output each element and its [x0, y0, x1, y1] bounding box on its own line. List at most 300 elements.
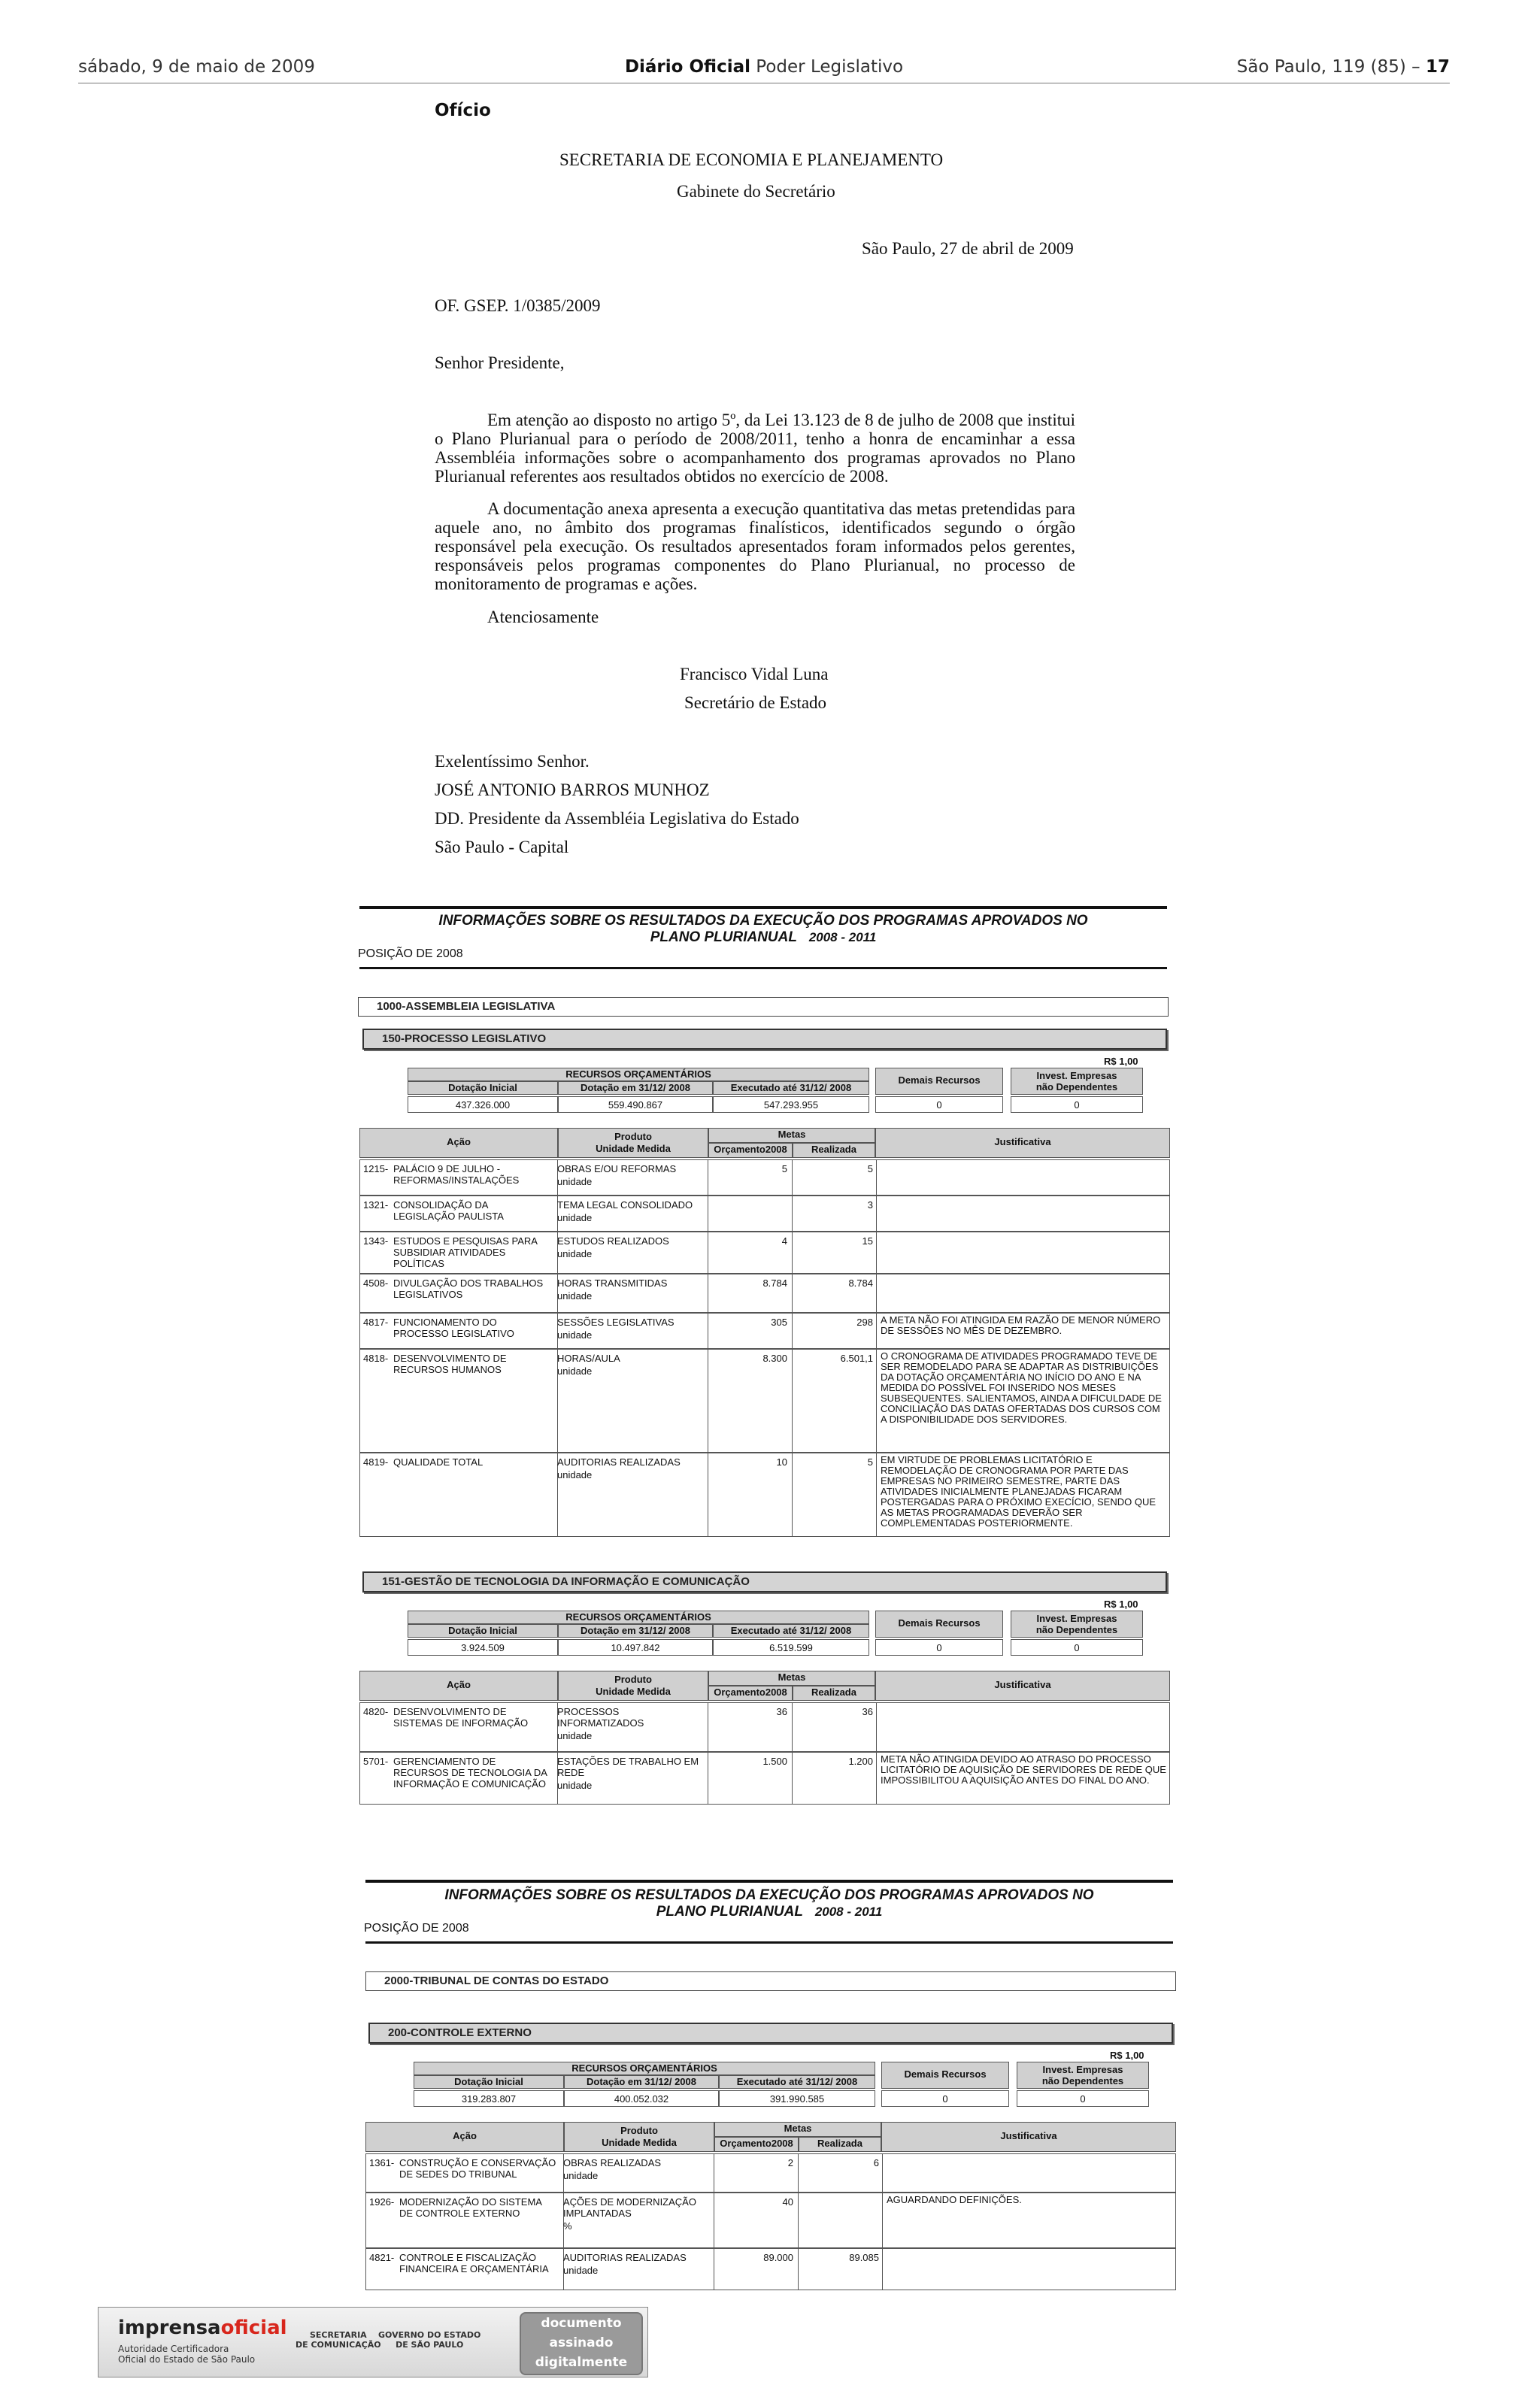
row-divider — [876, 1350, 877, 1452]
action-cell — [363, 1756, 557, 1790]
budget-header-exec — [713, 1081, 869, 1095]
product-name: ESTAÇÕES DE TRABALHO EM REDE — [557, 1756, 699, 1778]
report-2-position — [364, 1922, 469, 1935]
brand-sub-2: Oficial do Estado de São Paulo — [118, 2354, 256, 2365]
budget-table — [359, 1056, 1172, 1123]
product-unit: unidade — [557, 1290, 593, 1302]
row-divider — [876, 1274, 877, 1312]
budget-value-dot-ini — [408, 1096, 558, 1113]
program-code: 200 — [388, 2026, 408, 2039]
letter-office: Gabinete do Secretário — [677, 182, 835, 201]
orcamento-label: Orçamento2008 — [720, 2138, 793, 2149]
justificativa-label: Justificativa — [994, 1136, 1051, 1147]
report-2-title-line-2 — [365, 1904, 1173, 1920]
justificativa-label: Justificativa — [994, 1679, 1051, 1690]
budget-header-recursos — [414, 2062, 875, 2075]
table-row — [359, 1274, 1170, 1313]
invest-label-1: Invest. Empresas — [1036, 1070, 1117, 1081]
budget-header-dot-em — [564, 2075, 719, 2089]
budget-header-demais — [875, 1068, 1003, 1095]
footer-logos — [98, 2307, 648, 2377]
brand-part-a: imprensa — [118, 2317, 221, 2339]
action-code: 1215- — [363, 1163, 389, 1174]
report-1-title-ppa: PLANO PLURIANUAL — [650, 929, 797, 945]
meta-realizada: 6 — [873, 2157, 879, 2168]
budget-header-exec — [719, 2075, 875, 2089]
header-realizada — [799, 2137, 881, 2152]
budget-value-exec — [719, 2090, 875, 2107]
justificativa-label: Justificativa — [1000, 2130, 1057, 2141]
invest-label-2: não Dependentes — [1035, 1624, 1118, 1635]
report-1-org-box: 1000-ASSEMBLEIA LEGISLATIVA — [358, 997, 1169, 1017]
meta-realizada: 1.200 — [848, 1756, 873, 1767]
header-edition — [1237, 57, 1450, 77]
metas-label: Metas — [784, 2123, 812, 2134]
section-title: Ofício — [435, 101, 491, 120]
meta-realizada: 15 — [862, 1235, 873, 1247]
table-row — [359, 1702, 1170, 1752]
row-divider — [882, 2154, 883, 2192]
report-1-position — [358, 947, 463, 961]
product-cell — [557, 1456, 705, 1480]
brand-sub-1: Autoridade Certificadora — [118, 2344, 229, 2354]
report-1-title-years: 2008 - 2011 — [808, 930, 877, 944]
product-unit: unidade — [563, 2265, 599, 2276]
realizada-label: Realizada — [811, 1144, 856, 1155]
letter-signer: Francisco Vidal Luna — [680, 665, 829, 683]
digital-signature-stamp — [520, 2312, 643, 2375]
header-justificativa — [875, 1671, 1170, 1701]
orcamento-label: Orçamento2008 — [714, 1144, 787, 1155]
header-metas — [708, 1128, 875, 1143]
product-unit: unidade — [557, 1329, 593, 1341]
action-code: 1361- — [369, 2157, 395, 2168]
action-name: GERENCIAMENTO DE RECURSOS DE TECNOLOGIA DA INFORMAÇÃO E COMUNICAÇÃO — [393, 1756, 547, 1790]
budget-header-dot-ini — [408, 1081, 558, 1095]
row-divider — [882, 2193, 883, 2247]
budget-invest: 0 — [1080, 2093, 1086, 2105]
action-code: 1343- — [363, 1235, 389, 1247]
product-cell — [557, 1706, 705, 1741]
product-name: AUDITORIAS REALIZADAS — [557, 1456, 681, 1468]
table-row — [365, 2248, 1176, 2290]
action-code: 4818- — [363, 1353, 389, 1364]
meta-orcamento: 40 — [782, 2196, 793, 2208]
product-cell — [557, 1277, 705, 1302]
action-name: DESENVOLVIMENTO DE SISTEMAS DE INFORMAÇÃO — [393, 1706, 529, 1729]
report-1-title-line-2 — [359, 929, 1167, 946]
letter-reference: OF. GSEP. 1/0385/2009 — [435, 296, 601, 315]
product-name: HORAS/AULA — [557, 1353, 620, 1364]
meta-orcamento: 8.784 — [762, 1277, 787, 1289]
letter-paragraph-1-text: Em atenção ao disposto no artigo 5º, da Lei 13.123 de 8 de julho de 2008 que institui o Plano Plurianual para o período de 2008/2011, tenho a honra de encaminhar a essa Assembléia informações sobre o acompanhamento dos programas aprovados no Plano Plurianual referentes aos resultados obtidos no exercício de 2008. — [435, 411, 1075, 486]
report-2-position-label: POSIÇÃO DE — [364, 1922, 439, 1935]
product-cell — [557, 1317, 705, 1341]
header-acao — [359, 1671, 558, 1701]
budget-header-dot-em — [558, 1624, 713, 1638]
header-justificativa — [881, 2122, 1176, 2152]
product-cell — [557, 1163, 705, 1187]
program-name: CONTROLE EXTERNO — [411, 2026, 532, 2039]
table-row — [359, 1313, 1170, 1349]
demais-label: Demais Recursos — [898, 1074, 981, 1086]
budget-value-dot-ini — [408, 1639, 558, 1656]
product-unit: unidade — [557, 1469, 593, 1480]
budget-demais: 0 — [936, 1099, 942, 1111]
budget-header-dot-em — [558, 1081, 713, 1095]
produto-label: Produto — [614, 1131, 652, 1142]
recursos-label: RECURSOS ORÇAMENTÁRIOS — [565, 1068, 711, 1080]
stamp-line-3: digitalmente — [535, 2355, 628, 2370]
justificativa-text: EM VIRTUDE DE PROBLEMAS LICITATÓRIO E REMODELAÇÃO DE CRONOGRAMA POR PARTE DAS EMPRESAS NO PRIMEIRO SEMESTRE, PARTE DAS ATIVIDADES INICIALMENTE PLANEJADAS FICARAM POSTERGADAS PARA O PRÓXIMO EXECÍCIO, SENDO QUE AS METAS PROGRAMADAS DEVERÃO SER COMPLEMENTADAS POSTERIORMENTE. — [881, 1454, 1156, 1529]
dot-em-year: 2008 — [675, 2076, 696, 2087]
meta-realizada: 8.784 — [848, 1277, 873, 1289]
demais-label: Demais Recursos — [904, 2068, 987, 2080]
budget-exec: 391.990.585 — [769, 2093, 825, 2105]
unidade-medida-label: Unidade Medida — [602, 2137, 677, 2148]
budget-header-exec — [713, 1624, 869, 1638]
header-pub-rest: Poder Legislativo — [750, 57, 904, 77]
table-row — [365, 2193, 1176, 2248]
budget-demais: 0 — [942, 2093, 948, 2105]
dot-ini-label: Dotação Inicial — [454, 2076, 523, 2087]
budget-value-invest — [1017, 2090, 1149, 2107]
product-cell — [557, 1756, 705, 1791]
row-divider — [876, 1232, 877, 1273]
budget-exec: 6.519.599 — [769, 1642, 813, 1653]
governo-logo — [378, 2330, 480, 2350]
product-name: TEMA LEGAL CONSOLIDADO — [557, 1199, 693, 1211]
row-divider — [792, 1350, 793, 1452]
header-produto — [564, 2122, 714, 2152]
product-unit: unidade — [557, 1730, 593, 1741]
realizada-label: Realizada — [817, 2138, 862, 2149]
row-divider — [798, 2193, 799, 2247]
report-2-title-ppa: PLANO PLURIANUAL — [656, 1904, 803, 1920]
action-name: QUALIDADE TOTAL — [393, 1456, 484, 1468]
recursos-label: RECURSOS ORÇAMENTÁRIOS — [565, 1611, 711, 1623]
action-code: 4819- — [363, 1456, 389, 1468]
budget-dot-em: 400.052.032 — [614, 2093, 669, 2105]
product-unit: unidade — [557, 1365, 593, 1377]
justificativa-text: AGUARDANDO DEFINIÇÕES. — [887, 2194, 1022, 2205]
meta-orcamento: 5 — [781, 1163, 787, 1174]
acao-label: Ação — [447, 1679, 471, 1690]
row-divider — [876, 1753, 877, 1804]
program-name: PROCESSO LEGISLATIVO — [405, 1032, 547, 1045]
dot-em-year: 2008 — [668, 1625, 690, 1636]
dot-em-label: Dotação em 31/12/ — [587, 2076, 672, 2087]
header-produto — [558, 1671, 708, 1701]
budget-dot-ini: 3.924.509 — [461, 1642, 505, 1653]
header-date: sábado, 9 de maio de 2009 — [78, 57, 315, 77]
metas-label: Metas — [778, 1671, 806, 1683]
letter-addressee-1: Exelentíssimo Senhor. — [435, 752, 590, 771]
report-1-title-line-1: INFORMAÇÕES SOBRE OS RESULTADOS DA EXECUÇÃO DOS PROGRAMAS APROVADOS NO — [438, 913, 1088, 929]
currency-label: R$ 1,00 — [1104, 1056, 1138, 1067]
header-orcamento — [714, 2137, 799, 2152]
budget-header-dot-ini — [414, 2075, 564, 2089]
letter-signer-title: Secretário de Estado — [684, 693, 827, 712]
header-metas — [708, 1671, 875, 1686]
justificativa-text: A META NÃO FOI ATINGIDA EM RAZÃO DE MENOR NÚMERO DE SESSÕES NO MÊS DE DEZEMBRO. — [881, 1314, 1161, 1336]
product-cell — [557, 1235, 705, 1259]
budget-demais: 0 — [936, 1642, 942, 1653]
letter-paragraph-2-text: A documentação anexa apresenta a execução quantitativa das metas pretendidas para aquele ano, no âmbito dos programas finalísticos, identificados segundo o órgão responsável pela execução. Os resultados apresentados foram informados pelos gerentes, responsáveis pelos programas componentes do Plano Plurianual, no processo de monitoramento de programas e ações. — [435, 499, 1075, 593]
meta-orcamento: 89.000 — [763, 2252, 793, 2263]
header-page-number: 17 — [1425, 57, 1450, 77]
imprensa-oficial-logo — [118, 2317, 287, 2339]
header-acao — [365, 2122, 564, 2152]
table-row — [359, 1453, 1170, 1537]
budget-dot-ini: 319.283.807 — [461, 2093, 517, 2105]
exec-year: 2008 — [835, 2076, 858, 2087]
budget-invest: 0 — [1074, 1099, 1080, 1111]
secretaria-logo — [296, 2330, 381, 2350]
brand-subtitle — [118, 2344, 283, 2365]
product-name: PROCESSOS INFORMATIZADOS — [557, 1706, 644, 1729]
meta-orcamento: 36 — [776, 1706, 787, 1717]
produto-label: Produto — [620, 2125, 658, 2136]
acao-label: Ação — [453, 2130, 477, 2141]
stamp-line-2: assinado — [549, 2335, 614, 2350]
gov-line-2: DE SÃO PAULO — [396, 2340, 464, 2350]
table-row — [359, 1159, 1170, 1196]
row-divider — [876, 1453, 877, 1536]
dot-ini-label: Dotação Inicial — [448, 1625, 517, 1636]
report-2-org-box: 2000-TRIBUNAL DE CONTAS DO ESTADO — [365, 1971, 1176, 1991]
letter-closing: Atenciosamente — [487, 608, 599, 626]
produto-label: Produto — [614, 1674, 652, 1685]
action-cell — [363, 1706, 557, 1729]
product-name: OBRAS E/OU REFORMAS — [557, 1163, 677, 1174]
budget-value-invest — [1011, 1096, 1143, 1113]
table-row — [359, 1349, 1170, 1453]
budget-value-dot-ini — [414, 2090, 564, 2107]
budget-header-recursos — [408, 1611, 869, 1624]
report-2-bottom-rule — [365, 1941, 1173, 1944]
report-2-title-line-1: INFORMAÇÕES SOBRE OS RESULTADOS DA EXECUÇÃO DOS PROGRAMAS APROVADOS NO — [444, 1887, 1094, 1903]
action-cell — [369, 2252, 563, 2274]
report-1-title — [359, 913, 1167, 946]
product-unit: unidade — [563, 2170, 599, 2181]
action-name: CONSOLIDAÇÃO DA LEGISLAÇÃO PAULISTA — [393, 1199, 504, 1222]
letter-greeting: Senhor Presidente, — [435, 353, 565, 372]
header-acao — [359, 1128, 558, 1158]
actions-header — [359, 1128, 1170, 1158]
program-code: 150 — [382, 1032, 402, 1045]
product-name: ESTUDOS REALIZADOS — [557, 1235, 669, 1247]
header-pub-bold: Diário Oficial — [624, 57, 750, 77]
row-divider — [882, 2249, 883, 2290]
header-orcamento — [708, 1686, 793, 1701]
report-2-title — [365, 1887, 1173, 1920]
budget-header-invest — [1011, 1611, 1143, 1638]
metas-label: Metas — [778, 1129, 806, 1140]
meta-realizada: 5 — [867, 1163, 873, 1174]
table-row — [365, 2153, 1176, 2193]
meta-realizada: 3 — [867, 1199, 873, 1211]
budget-value-invest — [1011, 1639, 1143, 1656]
action-cell — [363, 1317, 557, 1339]
dot-ini-label: Dotação Inicial — [448, 1082, 517, 1093]
action-cell — [363, 1277, 557, 1300]
action-code: 4821- — [369, 2252, 395, 2263]
program-name: GESTÃO DE TECNOLOGIA DA INFORMAÇÃO E COMUNICAÇÃO — [405, 1575, 750, 1588]
product-unit: unidade — [557, 1248, 593, 1259]
program-box: 200-CONTROLE EXTERNO — [368, 2023, 1173, 2044]
program-box: 151-GESTÃO DE TECNOLOGIA DA INFORMAÇÃO E COMUNICAÇÃO — [362, 1571, 1167, 1593]
acao-label: Ação — [447, 1136, 471, 1147]
invest-label-2: não Dependentes — [1041, 2075, 1124, 2087]
action-code: 4817- — [363, 1317, 389, 1328]
product-cell — [563, 2157, 711, 2181]
budget-value-dot-em — [558, 1639, 713, 1656]
action-name: CONTROLE E FISCALIZAÇÃO FINANCEIRA E ORÇAMENTÁRIA — [399, 2252, 549, 2274]
header-realizada — [793, 1686, 875, 1701]
program-code: 151 — [382, 1575, 402, 1588]
action-code: 1321- — [363, 1199, 389, 1211]
dot-em-year: 2008 — [668, 1082, 690, 1093]
page-header — [78, 57, 1450, 83]
report-1-org-name: ASSEMBLEIA LEGISLATIVA — [405, 1000, 556, 1013]
report-2-position-year: 2008 — [442, 1922, 469, 1935]
justificativa-text: META NÃO ATINGIDA DEVIDO AO ATRASO DO PROCESSO LICITATÓRIO DE AQUISIÇÃO DE SERVIDORES DE REDE QUE IMPOSSIBILITOU A AQUISIÇÃO ANTES DO FINAL DO ANO. — [881, 1753, 1166, 1786]
action-name: DESENVOLVIMENTO DE RECURSOS HUMANOS — [393, 1353, 507, 1375]
dot-em-label: Dotação em 31/12/ — [581, 1082, 666, 1093]
meta-orcamento: 1.500 — [762, 1756, 787, 1767]
dot-em-label: Dotação em 31/12/ — [581, 1625, 666, 1636]
action-name: ESTUDOS E PESQUISAS PARA SUBSIDIAR ATIVIDADES POLÍTICAS — [393, 1235, 538, 1269]
letter-addressee-4: São Paulo - Capital — [435, 838, 569, 856]
meta-realizada: 89.085 — [849, 2252, 879, 2263]
header-produto — [558, 1128, 708, 1158]
header-metas — [714, 2122, 881, 2137]
report-2-title-years: 2008 - 2011 — [814, 1905, 883, 1919]
action-cell — [363, 1456, 557, 1468]
action-name: CONSTRUÇÃO E CONSERVAÇÃO DE SEDES DO TRIBUNAL — [399, 2157, 556, 2180]
exec-label: Executado até 31/12/ — [730, 1625, 827, 1636]
report-1-top-rule — [359, 906, 1167, 909]
budget-header-recursos — [408, 1068, 869, 1081]
header-city-edition: São Paulo, 119 (85) – — [1236, 57, 1426, 77]
product-name: AUDITORIAS REALIZADAS — [563, 2252, 687, 2263]
unidade-medida-label: Unidade Medida — [596, 1686, 671, 1697]
report-2-top-rule — [365, 1880, 1173, 1883]
meta-orcamento: 2 — [787, 2157, 793, 2168]
product-name: AÇÕES DE MODERNIZAÇÃO IMPLANTADAS — [563, 2196, 696, 2219]
recursos-label: RECURSOS ORÇAMENTÁRIOS — [571, 2062, 717, 2074]
exec-label: Executado até 31/12/ — [730, 1082, 827, 1093]
demais-label: Demais Recursos — [898, 1617, 981, 1629]
action-name: PALÁCIO 9 DE JULHO - REFORMAS/INSTALAÇÕES — [393, 1163, 520, 1186]
header-realizada — [793, 1143, 875, 1158]
justificativa-text: O CRONOGRAMA DE ATIVIDADES PROGRAMADO TEVE DE SER REMODELADO PARA SE ADAPTAR AS DISTRIBUIÇÕES DA DOTAÇÃO ORÇAMENTÁRIA NO INÍCIO DO ANO E NA MEDIDA DO POSSÍVEL FOI INSERIDO NOS MESES SUBSEQUENTES. SALIENTAMOS, AINDA A DIFICULDADE DE CONCILIAÇÃO DAS DATAS OFERTADAS DOS CURSOS COM A DISPONIBILIDADE DOS SERVIDORES. — [881, 1350, 1162, 1425]
sec-line-2: DE COMUNICAÇÃO — [296, 2340, 381, 2350]
letter-org: SECRETARIA DE ECONOMIA E PLANEJAMENTO — [559, 150, 944, 169]
product-unit: unidade — [557, 1176, 593, 1187]
letter-place-date: São Paulo, 27 de abril de 2009 — [862, 239, 1074, 258]
budget-header-invest — [1011, 1068, 1143, 1095]
action-cell — [363, 1353, 557, 1375]
product-unit: unidade — [557, 1212, 593, 1223]
product-name: OBRAS REALIZADAS — [563, 2157, 662, 2168]
gov-line-1: GOVERNO DO ESTADO — [378, 2330, 481, 2340]
meta-realizada: 5 — [867, 1456, 873, 1468]
letter-paragraph-1 — [435, 411, 1075, 486]
action-code: 5701- — [363, 1756, 389, 1767]
sec-line-1: SECRETARIA — [309, 2330, 367, 2340]
product-cell — [557, 1353, 705, 1377]
action-code: 4820- — [363, 1706, 389, 1717]
meta-realizada: 298 — [856, 1317, 873, 1328]
exec-year: 2008 — [829, 1625, 852, 1636]
row-divider — [876, 1160, 877, 1195]
program-box: 150-PROCESSO LEGISLATIVO — [362, 1029, 1167, 1050]
product-unit: unidade — [557, 1780, 593, 1791]
budget-dot-ini: 437.326.000 — [455, 1099, 511, 1111]
budget-value-demais — [881, 2090, 1009, 2107]
meta-orcamento: 4 — [781, 1235, 787, 1247]
brand-part-b: oficial — [220, 2317, 287, 2339]
product-cell — [557, 1199, 705, 1223]
table-row — [359, 1752, 1170, 1805]
meta-realizada: 36 — [862, 1706, 873, 1717]
table-row — [359, 1196, 1170, 1232]
report-2-org-code: 2000 — [384, 1974, 410, 1987]
action-name: FUNCIONAMENTO DO PROCESSO LEGISLATIVO — [393, 1317, 514, 1339]
exec-year: 2008 — [829, 1082, 852, 1093]
row-divider — [876, 1196, 877, 1231]
budget-header-invest — [1017, 2062, 1149, 2089]
budget-value-exec — [713, 1096, 869, 1113]
letter-addressee-2: JOSÉ ANTONIO BARROS MUNHOZ — [435, 780, 710, 799]
budget-table — [365, 2050, 1178, 2117]
report-1-position-year: 2008 — [436, 947, 463, 960]
budget-value-dot-em — [564, 2090, 719, 2107]
budget-value-demais — [875, 1639, 1003, 1656]
budget-table — [359, 1599, 1172, 1666]
report-2-org-name: TRIBUNAL DE CONTAS DO ESTADO — [413, 1974, 609, 1987]
budget-value-demais — [875, 1096, 1003, 1113]
letter-addressee-3: DD. Presidente da Assembléia Legislativa do Estado — [435, 809, 799, 828]
row-divider — [876, 1703, 877, 1751]
currency-label: R$ 1,00 — [1104, 1599, 1138, 1610]
report-1-org-code: 1000 — [377, 1000, 402, 1013]
table-row — [359, 1232, 1170, 1274]
budget-dot-em: 10.497.842 — [611, 1642, 660, 1653]
report-1-position-label: POSIÇÃO DE — [358, 947, 433, 960]
actions-header — [365, 2122, 1176, 2152]
action-cell — [369, 2157, 563, 2180]
row-divider — [876, 1314, 877, 1348]
invest-label-1: Invest. Empresas — [1036, 1613, 1117, 1624]
action-code: 1926- — [369, 2196, 395, 2208]
budget-exec: 547.293.955 — [763, 1099, 819, 1111]
invest-label-1: Invest. Empresas — [1042, 2064, 1123, 2075]
product-cell — [563, 2252, 711, 2276]
action-cell — [363, 1199, 557, 1222]
action-cell — [363, 1235, 557, 1269]
action-cell — [369, 2196, 563, 2219]
header-justificativa — [875, 1128, 1170, 1158]
budget-dot-em: 559.490.867 — [608, 1099, 663, 1111]
exec-label: Executado até 31/12/ — [736, 2076, 833, 2087]
letter-paragraph-2 — [435, 499, 1075, 593]
budget-value-dot-em — [558, 1096, 713, 1113]
currency-label: R$ 1,00 — [1110, 2050, 1144, 2061]
orcamento-label: Orçamento2008 — [714, 1686, 787, 1698]
